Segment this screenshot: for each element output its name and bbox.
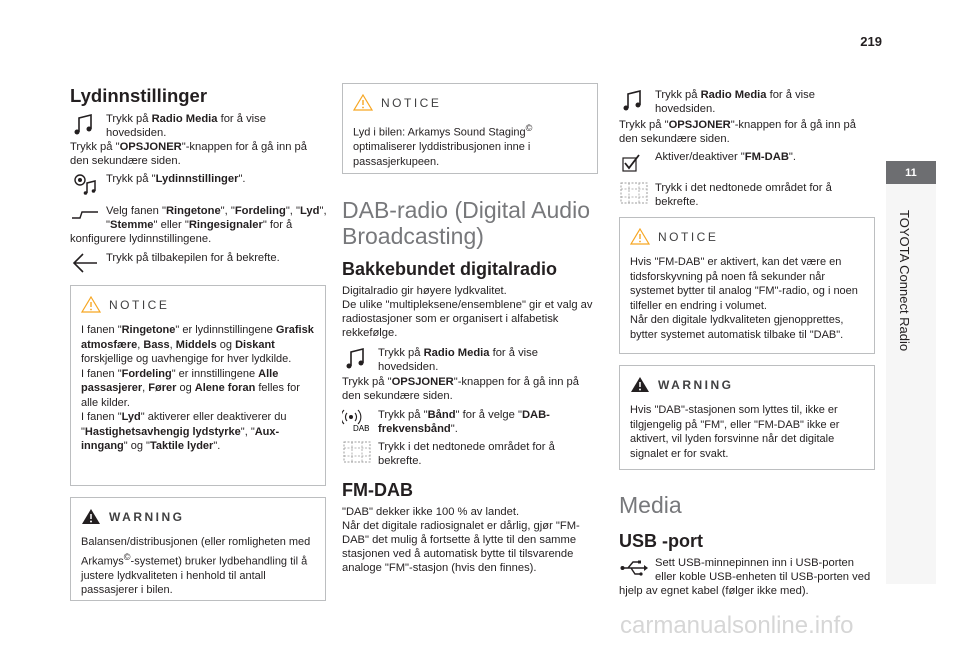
notice-header <box>353 94 587 111</box>
chapter-tab: 11 <box>886 161 936 184</box>
warning-header <box>630 376 864 393</box>
notice-box <box>70 285 326 486</box>
notice-triangle-icon <box>81 296 101 313</box>
notice-text: I fanen "Ringetone" er lydinnstillingene Grafisk atmosfære, Bass, Middels og Diskant forskjellige og uavhengige for hver lydkilde. I fanen "Fordeling" er innstillingene Alle passasjerer, Fører og Alene foran felles for alle kilder. I fanen "Lyd" aktiverer eller deaktiverer du "Hastighetsavhengig lydstyrke", "Aux-inngang" og "Taktile lyder". <box>81 324 314 452</box>
step-text: Sett USB-minnepinnen inn i USB-porten eller koble USB-enheten til USB-porten ved hjelp av egnet kabel (følger ikke med). <box>619 557 871 597</box>
step-text: Trykk på Radio Media for å vise hovedsiden. <box>106 113 266 139</box>
step-text: Trykk på "Lydinnstillinger". <box>106 173 246 185</box>
paragraph-fm-dab: "DAB" dekker ikke 100 % av landet. Når det digitale radiosignalet er dårlig, gjør "FM-DAB" det mulig å fortsette å lytte til den samme stasjonen ved å automatisk bytte til tilsvarende analoge "FM"-stasjon (hvis den finnes). <box>342 506 580 574</box>
heading-lydinnstillinger: Lydinnstillinger <box>70 85 208 106</box>
step-text: Aktiver/deaktiver "FM-DAB". <box>655 151 796 163</box>
section-media: Media <box>619 492 682 518</box>
warning-label: WARNING <box>109 509 185 524</box>
step-confirm <box>619 181 877 209</box>
notice-header <box>630 228 864 245</box>
step-fm-dab-toggle <box>619 150 877 176</box>
music-note-icon <box>342 346 374 372</box>
warning-box <box>70 497 326 601</box>
notice-label: NOTICE <box>658 229 719 244</box>
grey-area-icon <box>342 440 374 466</box>
step-text: Trykk på Radio Media for å vise hovedsiden. <box>655 89 815 115</box>
step-text: Velg fanen "Ringetone", "Fordeling", "Lyd", "Stemme" eller "Ringesignaler" for å konfigurere lydinnstillingene. <box>70 205 327 245</box>
step-text: Trykk i det nedtonede området for å bekrefte. <box>378 441 555 467</box>
warning-box <box>619 365 875 470</box>
step-usb <box>619 556 877 598</box>
dab-icon <box>342 408 374 434</box>
chapter-title: TOYOTA Connect Radio <box>897 210 912 352</box>
back-arrow-icon <box>70 251 102 277</box>
step-text: Trykk på "OPSJONER"-knappen for å gå inn på den sekundære siden. <box>619 119 856 145</box>
step-back <box>70 251 328 277</box>
usb-icon <box>619 556 651 582</box>
step-text: Trykk i det nedtonede området for å bekrefte. <box>655 182 832 208</box>
warning-header <box>81 508 315 525</box>
notice-triangle-icon <box>353 94 373 111</box>
grey-area-icon <box>619 181 651 207</box>
warning-triangle-icon <box>630 376 650 393</box>
step-band <box>342 408 600 436</box>
notice-text: Hvis "FM-DAB" er aktivert, kan det være en tidsforskyvning på noen få sekunder når systemet bytter til analog "FM"-radio, og i noen tilfeller en endring i volumet. Når den digitale lydkvaliteten gjenopprettes, bytter systemet automatisk tilbake til "DAB". <box>630 256 858 341</box>
notice-box <box>342 83 598 174</box>
heading-fm-dab: FM-DAB <box>342 480 413 500</box>
notice-label: NOTICE <box>381 95 442 110</box>
step-sound-settings <box>70 172 328 198</box>
music-note-icon <box>70 112 102 138</box>
music-note-icon <box>619 88 651 114</box>
warning-text: Balansen/distribusjonen (eller romligheten med Arkamys©-systemet) bruker lydbehandling til å justere lydkvaliteten i henhold til antall passasjerer i bilen. <box>81 536 311 597</box>
tab-icon <box>70 204 102 230</box>
section-dab-radio: DAB-radio (Digital Audio Broadcasting) <box>342 197 591 249</box>
step-text: Trykk på "OPSJONER"-knappen for å gå inn på den sekundære siden. <box>70 141 307 167</box>
step-select-tab <box>70 204 328 246</box>
step-text: Trykk på "Bånd" for å velge "DAB-frekvensbånd". <box>378 409 550 435</box>
step-text: Trykk på "OPSJONER"-knappen for å gå inn på den sekundære siden. <box>342 376 579 402</box>
notice-text: Lyd i bilen: Arkamys Sound Staging© optimaliserer lyddistribusjonen inne i passasjerkupeen. <box>353 123 533 168</box>
checkbox-icon <box>619 150 651 176</box>
notice-label: NOTICE <box>109 297 170 312</box>
warning-text: Hvis "DAB"-stasjonen som lyttes til, ikke er tilgjengelig på "FM", eller "FM-DAB" ikke er aktivert, vil lyden forsvinne når det digitale signalet er for svakt. <box>630 404 840 460</box>
watermark: carmanualsonline.info <box>620 612 854 639</box>
warning-label: WARNING <box>658 377 734 392</box>
warning-triangle-icon <box>81 508 101 525</box>
notice-triangle-icon <box>630 228 650 245</box>
notice-box <box>619 217 875 354</box>
paragraph-terrestrial: Digitalradio gir høyere lydkvalitet. De ulike "multipleksene/ensemblene" gir et valg av radiostasjoner som er organisert i alfabetisk rekkefølge. <box>342 285 593 339</box>
step-radio-media <box>342 346 600 374</box>
sound-settings-icon <box>70 172 102 198</box>
dab-icon-label: DAB <box>353 424 370 432</box>
heading-usb-port: USB -port <box>619 531 703 551</box>
page-number: 219 <box>860 34 882 49</box>
step-confirm <box>342 440 600 468</box>
heading-terrestrial: Bakkebundet digitalradio <box>342 259 558 279</box>
step-radio-media <box>70 112 328 140</box>
notice-header <box>81 296 315 313</box>
step-text: Trykk på tilbakepilen for å bekrefte. <box>106 252 280 264</box>
step-radio-media <box>619 88 877 116</box>
step-text: Trykk på Radio Media for å vise hovedsiden. <box>378 347 538 373</box>
